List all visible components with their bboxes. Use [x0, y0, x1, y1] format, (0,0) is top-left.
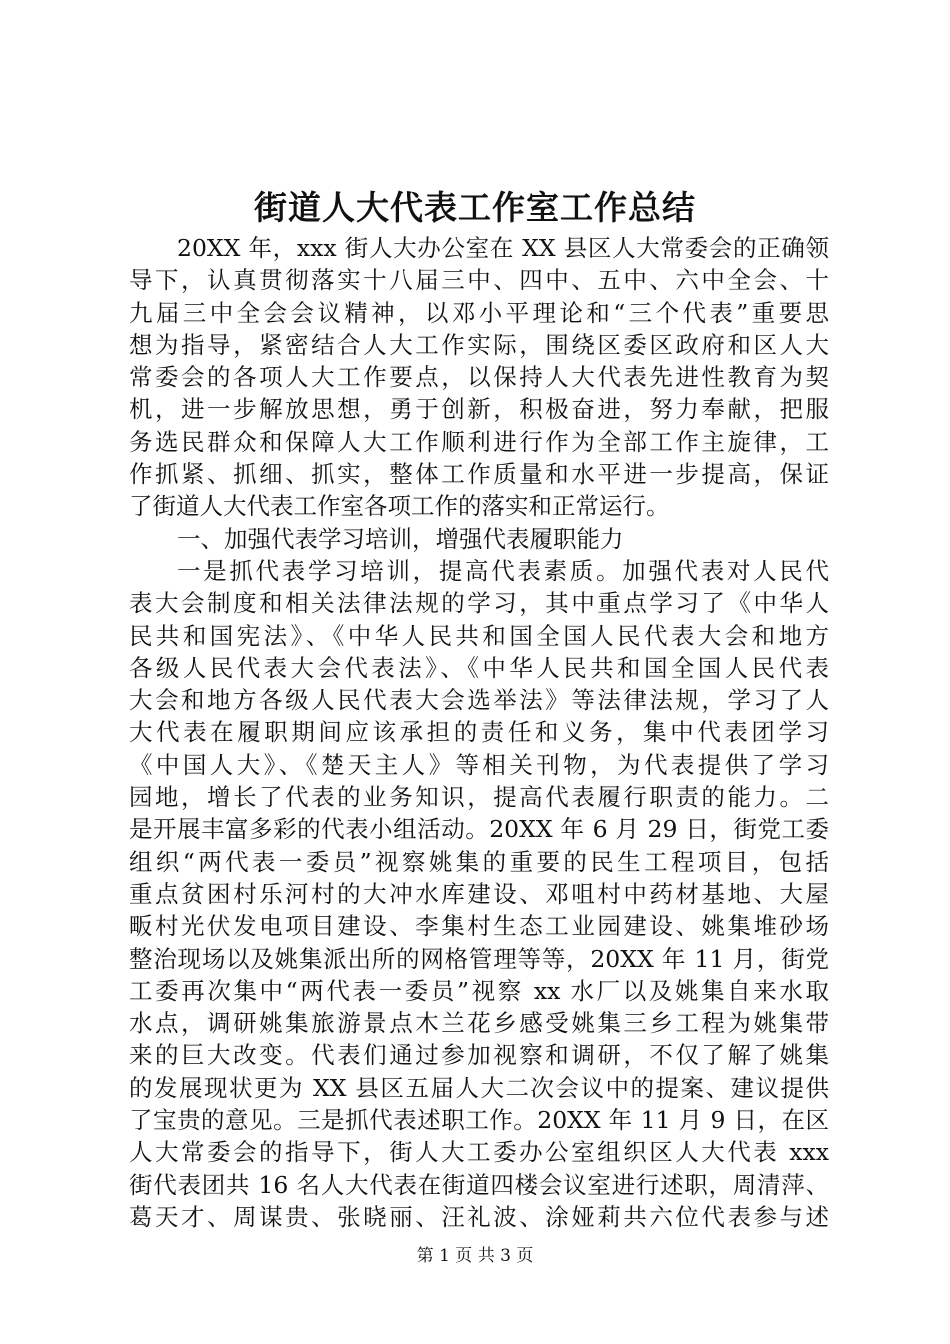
- text-line: 人大常委会的指导下，街人大工委办公室组织区人大代表 xxx: [129, 1138, 829, 1167]
- text-line: 20XX 年，xxx 街人大办公室在 XX 县区人大常委会的正确领: [177, 234, 829, 262]
- text-line: 导下，认真贯彻落实十八届三中、四中、五中、六中全会、十: [129, 266, 829, 295]
- text-line: 务选民群众和保障人大工作顺利进行作为全部工作主旋律，工: [129, 427, 829, 456]
- text-line: 组织“两代表一委员”视察姚集的重要的民生工程项目，包括: [129, 847, 829, 876]
- text-line: 工委再次集中“两代表一委员”视察 xx 水厂以及姚集自来水取: [129, 976, 829, 1005]
- text-line: 民共和国宪法》、《中华人民共和国全国人民代表大会和地方: [129, 621, 829, 650]
- text-line: 各级人民代表大会代表法》、《中华人民共和国全国人民代表: [129, 653, 829, 682]
- text-line: 作抓紧、抓细、抓实，整体工作质量和水平进一步提高，保证: [129, 460, 829, 489]
- text-line: 街代表团共 16 名人大代表在街道四楼会议室进行述职，周清萍、: [129, 1170, 829, 1199]
- text-line: 是开展丰富多彩的代表小组活动。20XX 年 6 月 29 日，街党工委: [129, 815, 829, 844]
- text-line: 《中国人大》、《楚天主人》等相关刊物，为代表提供了学习: [129, 750, 829, 779]
- document-body: [129, 232, 829, 1233]
- text-line: 葛天才、周谋贵、张晓丽、汪礼波、涂娅莉共六位代表参与述: [129, 1202, 829, 1231]
- text-line: 的发展现状更为 XX 县区五届人大二次会议中的提案、建议提供: [129, 1073, 829, 1102]
- text-line: 大代表在履职期间应该承担的责任和义务，集中代表团学习: [129, 718, 829, 747]
- text-line: 大会和地方各级人民代表大会选举法》等法律法规，学习了人: [129, 686, 829, 715]
- text-line: 一是抓代表学习培训，提高代表素质。加强代表对人民代: [177, 556, 829, 585]
- text-line: 了宝贵的意见。三是抓代表述职工作。20XX 年 11 月 9 日，在区: [129, 1106, 829, 1135]
- page-footer: 第 1 页 共 3 页: [416, 1246, 534, 1266]
- text-line: 园地，增长了代表的业务知识，提高代表履行职责的能力。二: [129, 783, 829, 812]
- text-line: 机，进一步解放思想，勇于创新，积极奋进，努力奉献，把服: [129, 395, 829, 424]
- section-heading: 一、加强代表学习培训，增强代表履职能力: [177, 524, 624, 553]
- text-line: 九届三中全会会议精神，以邓小平理论和“三个代表”重要思: [129, 298, 829, 327]
- text-line: 整治现场以及姚集派出所的网格管理等等，20XX 年 11 月，街党: [129, 944, 829, 973]
- text-line: 来的巨大改变。代表们通过参加视察和调研，不仅了解了姚集: [129, 1041, 829, 1070]
- text-line: 水点，调研姚集旅游景点木兰花乡感受姚集三乡工程为姚集带: [129, 1009, 829, 1038]
- text-line: 想为指导，紧密结合人大工作实际，围绕区委区政府和区人大: [129, 330, 829, 359]
- text-line: 常委会的各项人大工作要点，以保持人大代表先进性教育为契: [129, 363, 829, 392]
- text-line: 了街道人大代表工作室各项工作的落实和正常运行。: [129, 492, 670, 521]
- text-line: 重点贫困村乐河村的大冲水库建设、邓咀村中药材基地、大屋: [129, 879, 829, 908]
- document-title: 街道人大代表工作室工作总结: [254, 188, 696, 227]
- text-line: 畈村光伏发电项目建设、李集村生态工业园建设、姚集堆砂场: [129, 912, 829, 941]
- text-line: 表大会制度和相关法律法规的学习，其中重点学习了《中华人: [129, 589, 829, 618]
